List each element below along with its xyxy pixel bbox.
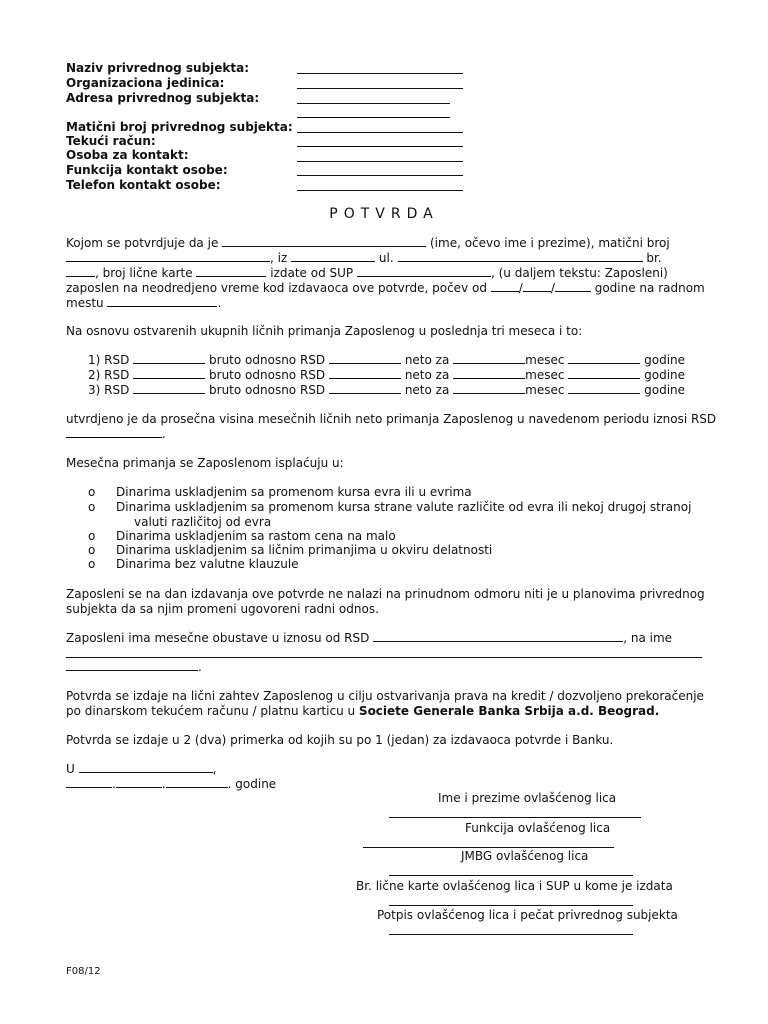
punctuation: . (112, 777, 116, 791)
intro-text: , broj lične karte (95, 266, 193, 280)
row-number: 2) (88, 368, 101, 382)
id-card-field[interactable] (196, 266, 266, 277)
document-title: POTVRDA (329, 206, 439, 222)
start-month-field[interactable] (523, 281, 551, 292)
row-label: neto za (404, 353, 450, 367)
row-label: neto za (404, 368, 450, 382)
signature-jmbg-field[interactable] (389, 875, 633, 876)
bank-name: Societe Generale Banka Srbija a.d. Beograd. (358, 704, 660, 718)
row-currency: RSD (104, 353, 130, 367)
row-label: godine (644, 383, 686, 397)
payment-option: Dinarima bez valutne klauzule (116, 557, 299, 571)
field-label-reg-number: Matični broj privrednog subjekta: (66, 120, 293, 134)
row-label: bruto odnosno RSD (209, 383, 326, 397)
intro-line-3 (66, 266, 668, 281)
month-field[interactable] (453, 353, 525, 364)
income-row (88, 353, 685, 368)
signature-label-jmbg: JMBG ovlašćenog lica (461, 849, 589, 863)
field-label-contact-role: Funkcija kontakt osobe: (66, 163, 228, 177)
leave-text-1: Zaposleni se na dan izdavanja ove potvrde ne nalazi na prinudnom odmoru niti je u planovima privrednog (66, 587, 705, 601)
employee-name-field[interactable] (222, 236, 426, 247)
field-company-name[interactable] (297, 73, 463, 74)
deduction-purpose-field[interactable] (66, 657, 702, 658)
request-text-2 (66, 704, 659, 719)
field-contact-phone[interactable] (297, 190, 463, 191)
signature-stamp-field[interactable] (389, 934, 633, 935)
deduction-text: Zaposleni ima mesečne obustave u iznosu od RSD (66, 631, 370, 645)
leave-text-2: subjekta da sa njim promeni ugovoreni radni odnos. (66, 602, 379, 616)
deduction-line-3 (66, 660, 202, 675)
intro-text: zaposlen na neodredjeno vreme kod izdavaoca ove potvrde, počev od (66, 281, 487, 295)
bullet-icon: o (88, 543, 96, 557)
deduction-text: , na ime (623, 631, 673, 645)
punctuation: . (162, 427, 166, 441)
month-field[interactable] (453, 368, 525, 379)
form-code: F08/12 (66, 966, 101, 977)
field-label-company-name: Naziv privrednog subjekta: (66, 61, 250, 75)
bullet-icon: o (88, 500, 96, 514)
sup-field[interactable] (357, 266, 491, 277)
request-text-1: Potvrda se izdaje na lični zahtev Zaposlenog u cilju ostvarivanja prava na kredit / dozvoljeno prekoračenje (66, 689, 704, 703)
intro-text: godine na radnom (594, 281, 705, 295)
date-label: . godine (227, 777, 277, 791)
bruto-field[interactable] (133, 368, 205, 379)
punctuation: , (212, 762, 217, 776)
field-label-account: Tekući račun: (66, 134, 156, 148)
field-label-address: Adresa privrednog subjekta: (66, 91, 260, 105)
field-label-org-unit: Organizaciona jedinica: (66, 76, 225, 90)
row-label: bruto odnosno RSD (209, 353, 326, 367)
punctuation: . (198, 660, 202, 674)
signature-function-field[interactable] (363, 847, 614, 848)
date-day-field[interactable] (66, 777, 112, 788)
date-year-field[interactable] (166, 777, 228, 788)
average-income-line (66, 427, 166, 442)
field-account[interactable] (297, 146, 463, 147)
intro-text: / (550, 281, 555, 295)
row-label: godine (644, 368, 686, 382)
bullet-icon: o (88, 557, 96, 571)
date-line (66, 777, 276, 792)
place-label: U (66, 762, 75, 776)
income-row (88, 383, 685, 398)
place-field[interactable] (79, 762, 213, 773)
intro-text: Kojom se potvrdjuje da je (66, 236, 219, 250)
intro-line-1 (66, 236, 670, 251)
row-label: mesec (525, 368, 565, 382)
intro-text: , iz (270, 251, 288, 265)
month-field[interactable] (453, 383, 525, 394)
payment-option: Dinarima uskladjenim sa rastom cena na malo (116, 529, 396, 543)
payment-option: Dinarima uskladjenim sa promenom kursa evra ili u evrima (116, 485, 472, 499)
row-label: mesec (525, 383, 565, 397)
intro-text: (ime, očevo ime i prezime), matični broj (429, 236, 670, 250)
intro-text: izdate od SUP (270, 266, 354, 280)
signature-label-function: Funkcija ovlašćenog lica (465, 821, 611, 835)
intro-text: br. (646, 251, 662, 265)
field-reg-number[interactable] (297, 132, 463, 133)
row-label: mesec (525, 353, 565, 367)
field-label-contact-phone: Telefon kontakt osobe: (66, 178, 221, 192)
house-number-field[interactable] (66, 266, 95, 277)
field-address-2[interactable] (297, 117, 450, 118)
street-field[interactable] (398, 251, 643, 262)
bullet-icon: o (88, 485, 96, 499)
field-org-unit[interactable] (297, 88, 463, 89)
field-address[interactable] (297, 103, 450, 104)
field-label-contact: Osoba za kontakt: (66, 148, 189, 162)
place-line (66, 762, 216, 777)
start-day-field[interactable] (491, 281, 519, 292)
payment-lead: Mesečna primanja se Zaposlenom isplaćuju u: (66, 456, 344, 470)
neto-field[interactable] (329, 383, 401, 394)
neto-field[interactable] (329, 368, 401, 379)
field-contact[interactable] (297, 161, 463, 162)
copies-text: Potvrda se izdaje u 2 (dva) primerka od kojih su po 1 (jedan) za izdavaoca potvrde i Banku. (66, 733, 614, 747)
average-income-field[interactable] (66, 427, 162, 438)
neto-field[interactable] (329, 353, 401, 364)
field-contact-role[interactable] (297, 175, 463, 176)
date-month-field[interactable] (116, 777, 162, 788)
row-label: neto za (404, 383, 450, 397)
income-row (88, 368, 685, 383)
row-currency: RSD (104, 368, 130, 382)
bruto-field[interactable] (133, 383, 205, 394)
bruto-field[interactable] (133, 353, 205, 364)
signature-name-field[interactable] (389, 817, 641, 818)
bullet-icon: o (88, 529, 96, 543)
row-number: 3) (88, 383, 101, 397)
intro-text: ul. (378, 251, 394, 265)
intro-text: . (217, 296, 222, 310)
average-income-text: utvrdjeno je da prosečna visina mesečnih ličnih neto primanja Zaposlenog u navedenom periodu iznosi RSD (66, 412, 717, 426)
deduction-amount-field[interactable] (373, 631, 623, 642)
year-field[interactable] (568, 353, 640, 364)
income-lead: Na osnovu ostvarenih ukupnih ličnih primanja Zaposlenog u poslednja tri meseca i to: (66, 324, 583, 338)
year-field[interactable] (568, 368, 640, 379)
deduction-line-1 (66, 631, 672, 646)
intro-line-5 (66, 296, 221, 311)
start-year-field[interactable] (555, 281, 591, 292)
intro-line-4 (66, 281, 705, 296)
deduction-purpose-field-2[interactable] (66, 660, 198, 671)
row-number: 1) (88, 353, 101, 367)
reg-number-field[interactable] (66, 251, 270, 262)
signature-label-name: Ime i prezime ovlašćenog lica (438, 791, 617, 805)
request-text: po dinarskom tekućem računu / platnu karticu u (66, 704, 356, 718)
payment-option-cont: valuti različitoj od evra (134, 515, 272, 529)
signature-label-stamp: Potpis ovlašćenog lica i pečat privrednog subjekta (377, 908, 678, 922)
intro-text: mestu (66, 296, 104, 310)
row-label: bruto odnosno RSD (209, 368, 326, 382)
position-field[interactable] (107, 296, 217, 307)
intro-text: , (u daljem tekstu: Zaposleni) (491, 266, 668, 280)
signature-id-field[interactable] (389, 905, 633, 906)
intro-text: / (518, 281, 523, 295)
punctuation: . (161, 777, 166, 791)
year-field[interactable] (568, 383, 640, 394)
payment-option: Dinarima uskladjenim sa ličnim primanjima u okviru delatnosti (116, 543, 493, 557)
payment-option: Dinarima uskladjenim sa promenom kursa strane valute različite od evra ili nekoj drugoj stranoj (116, 500, 692, 514)
intro-line-2 (66, 251, 662, 266)
signature-label-id: Br. lične karte ovlašćenog lica i SUP u kome je izdata (356, 879, 673, 893)
city-field[interactable] (291, 251, 375, 262)
row-currency: RSD (104, 383, 130, 397)
row-label: godine (644, 353, 686, 367)
